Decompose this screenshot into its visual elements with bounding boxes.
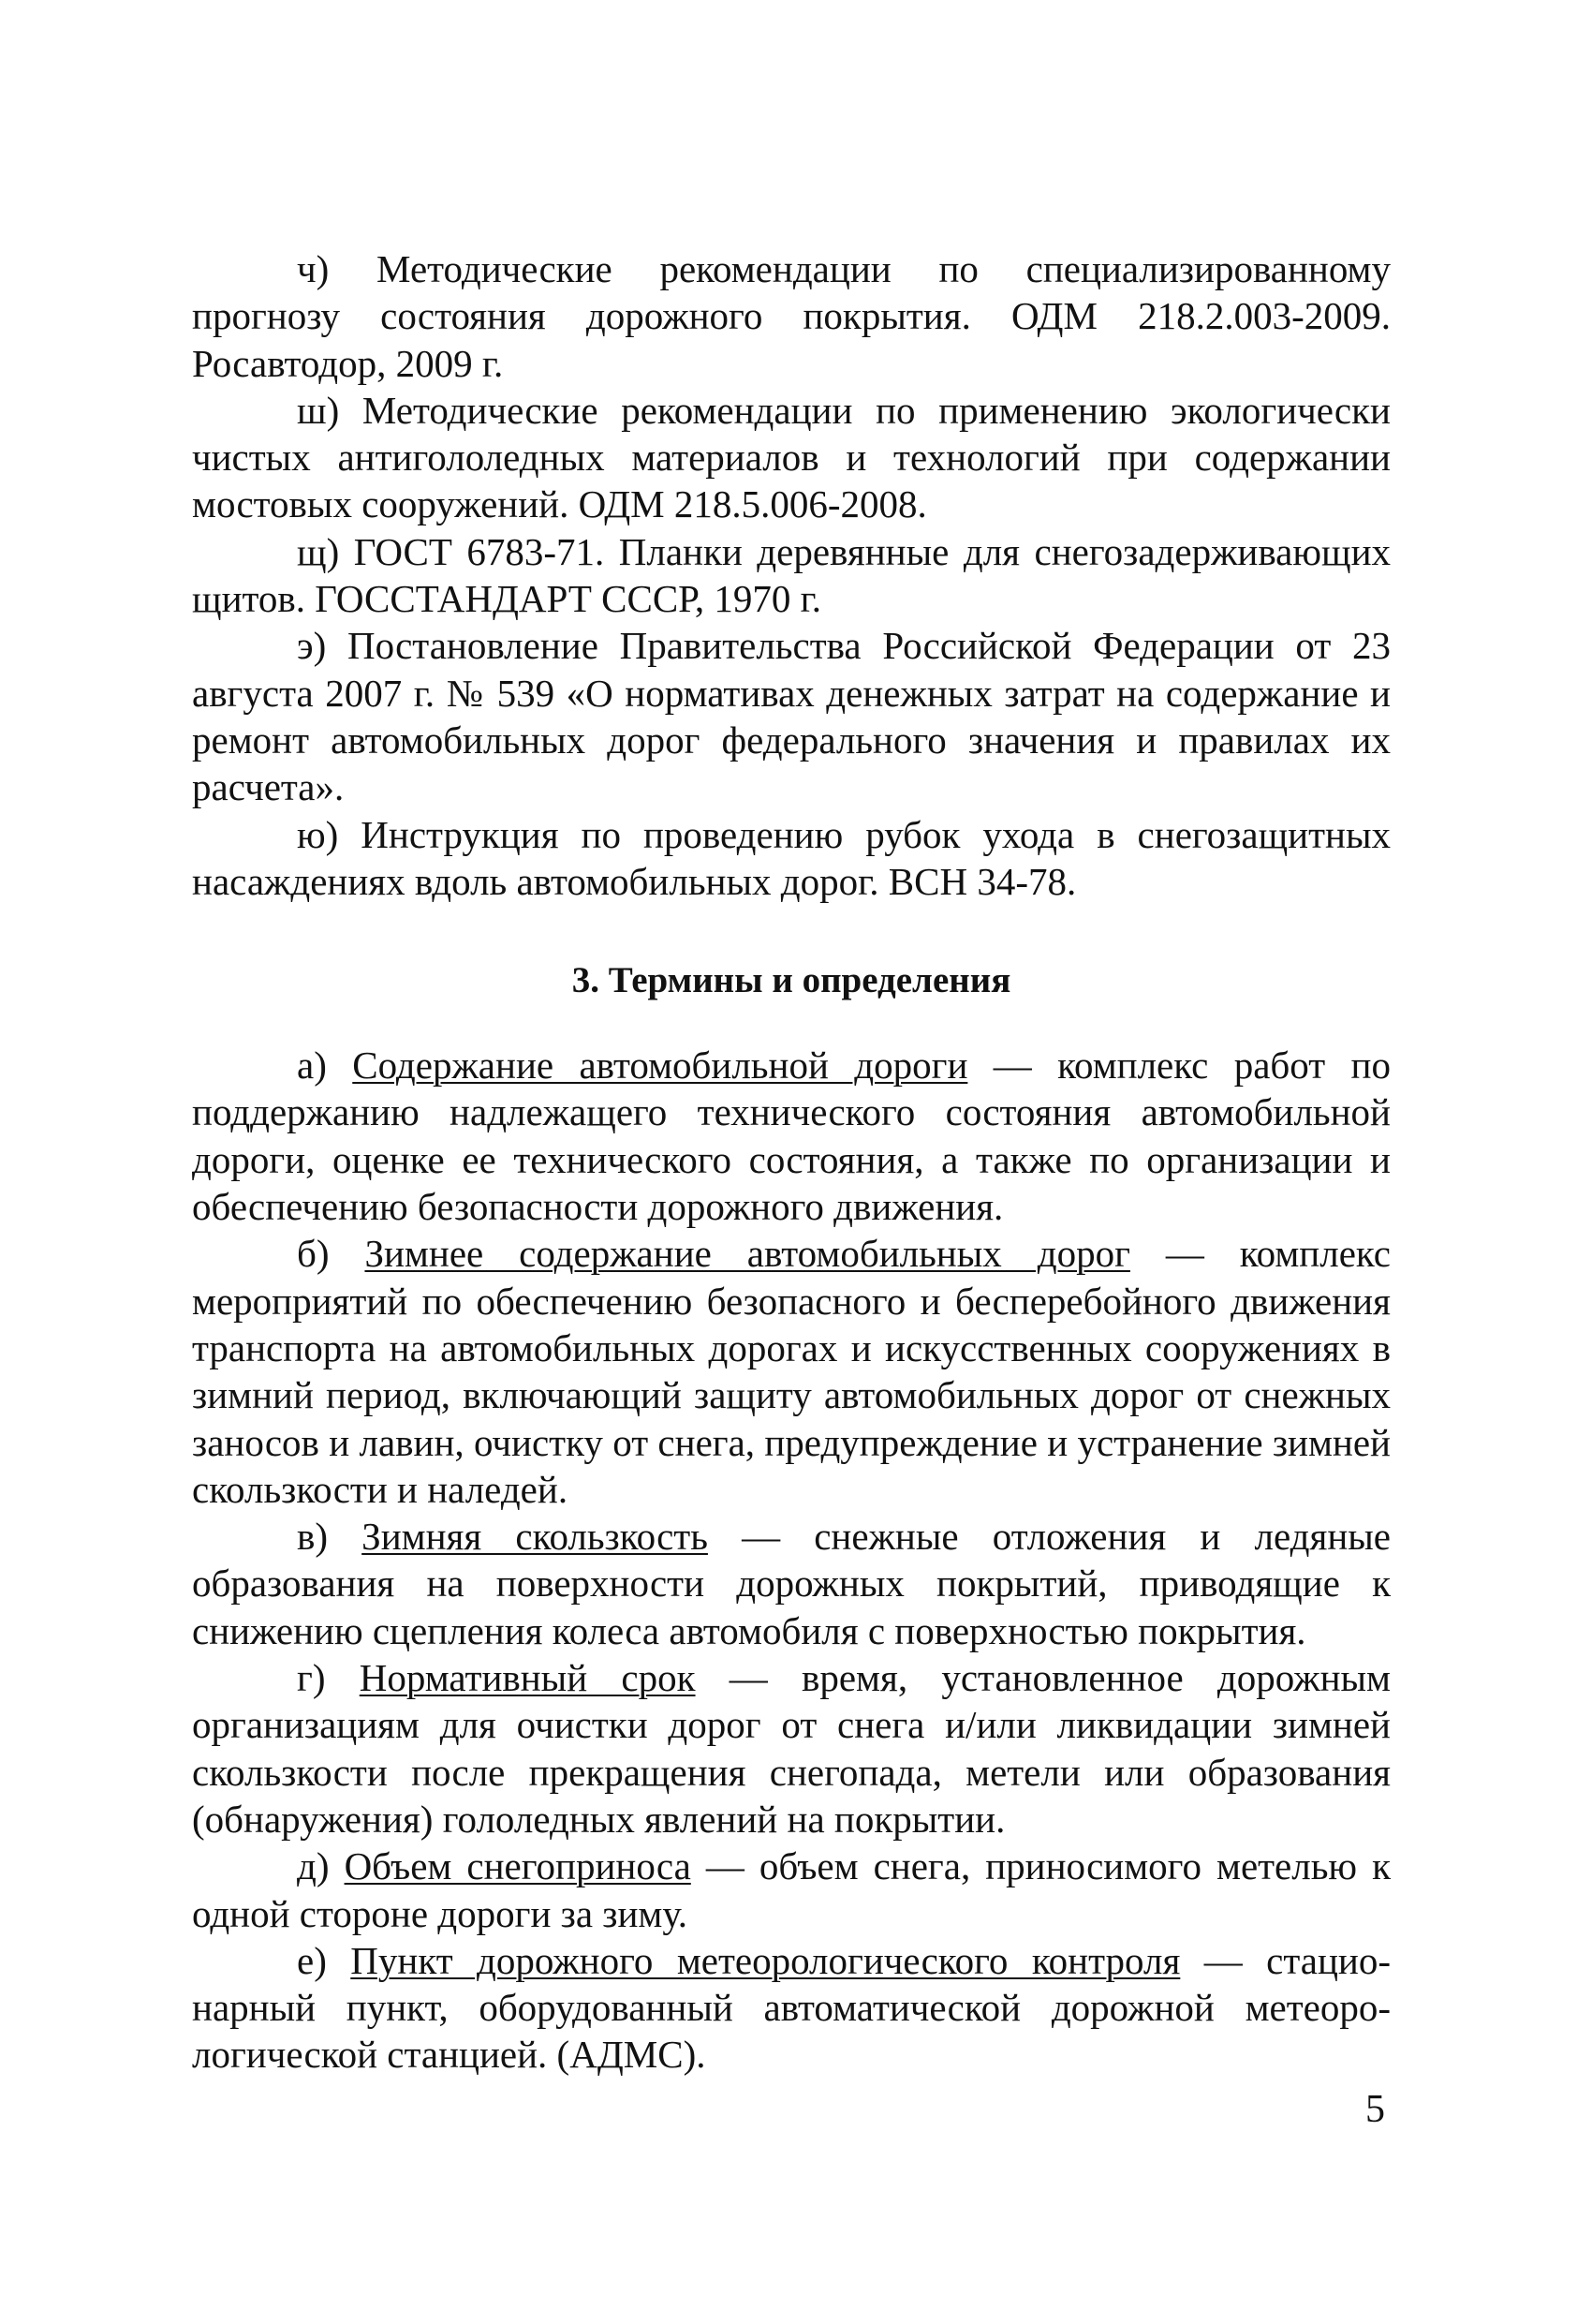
definition-letter: б) xyxy=(297,1232,330,1276)
definition-term: Зимняя скользкость xyxy=(361,1515,708,1559)
reference-letter: ю) xyxy=(297,812,339,856)
definition-text: — объем снега, приносимого метелью к одной стороне дороги за зиму. xyxy=(192,1844,1392,1935)
definition-letter: д) xyxy=(297,1844,330,1888)
definition-letter: в) xyxy=(297,1515,329,1559)
page-number: 5 xyxy=(1365,2088,1385,2131)
page-body xyxy=(192,245,1391,2079)
section-heading: 3. Термины и определения xyxy=(571,960,1011,1001)
definition-item xyxy=(192,1230,1391,1513)
definition-text: — комплекс работ по поддержанию надлежащего технического состояния автомобильной дороги, оценке ее технического состояния, а также по организации и обеспечению безопасности дорожного движения. xyxy=(192,1044,1392,1229)
definition-term: Нормативный срок xyxy=(359,1656,696,1700)
definition-item xyxy=(192,1654,1391,1843)
reference-item xyxy=(192,622,1391,810)
reference-letter: щ) xyxy=(297,529,340,573)
definition-text: — стационарный пункт, оборудованный автоматической дорожной метеорологической станцией. (АДМС). xyxy=(192,1938,1391,2077)
definition-item xyxy=(192,1937,1391,2079)
definition-text: — время, установленное дорожным организациям для очистки дорог от снега и/или ликвидации зимней скользкости после прекращения снегопада, метели или образования (обнаружения) гололедных явлений на покрытии. xyxy=(192,1656,1392,1841)
definition-term: Зимнее содержание автомобильных дорог xyxy=(364,1232,1130,1276)
reference-text: ГОСТ 6783-71. Планки деревянные для снегозадерживающих щитов. ГОССТАНДАРТ СССР, 1970 г. xyxy=(192,529,1392,621)
reference-text: Инструкция по проведению рубок ухода в снегозащитных насаждениях вдоль автомобильных дорог. ВСН 34-78. xyxy=(192,812,1391,903)
definition-item xyxy=(192,1042,1391,1230)
definition-term: Объем снегоприноса xyxy=(344,1844,691,1888)
definition-letter: г) xyxy=(297,1656,326,1700)
reference-item xyxy=(192,387,1391,528)
definition-text: — снежные отложения и ледяные образования на поверхности дорожных покрытий, приводящие к снижению сцепления колеса автомобиля с поверхностью покрытия. xyxy=(192,1515,1392,1652)
definition-letter: е) xyxy=(297,1938,327,1982)
reference-letter: э) xyxy=(297,624,327,668)
reference-text: Методические рекомендации по применению экологически чистых антигололедных материалов и технологий при содержании мостовых сооружений. ОДМ 218.5.006-2008. xyxy=(192,388,1391,526)
definition-term: Содержание автомобильной дороги xyxy=(352,1044,968,1088)
reference-text: Постановление Правительства Российской Федерации от 23 августа 2007 г. № 539 «О нормативах денежных затрат на содержание и ремонт автомобильных дорог федерального значения и правилах их расчета». xyxy=(192,624,1391,809)
definition-letter: а) xyxy=(297,1044,327,1088)
reference-item xyxy=(192,811,1391,906)
reference-letter: ч) xyxy=(297,247,330,290)
reference-item xyxy=(192,245,1391,387)
reference-item xyxy=(192,528,1391,623)
definition-item xyxy=(192,1843,1391,1937)
reference-text: Методические рекомендации по специализированному прогнозу состояния дорожного покрытия. ОДМ 218.2.003-2009. Росавтодор, 2009 г. xyxy=(192,247,1392,385)
definition-item xyxy=(192,1513,1391,1654)
reference-letter: ш) xyxy=(297,388,340,432)
definition-text: — комплекс мероприятий по обеспечению безопасного и бесперебойного движения транспорта на автомобильных дорогах и искусственных сооружениях в зимний период, включающий защиту автомобильных дорог от снежных заносов и лавин, очистку от снега, предупреждение и устранение зимней скользкости и наледей. xyxy=(192,1232,1391,1511)
definition-term: Пункт дорожного метеорологического контроля xyxy=(350,1938,1181,1982)
